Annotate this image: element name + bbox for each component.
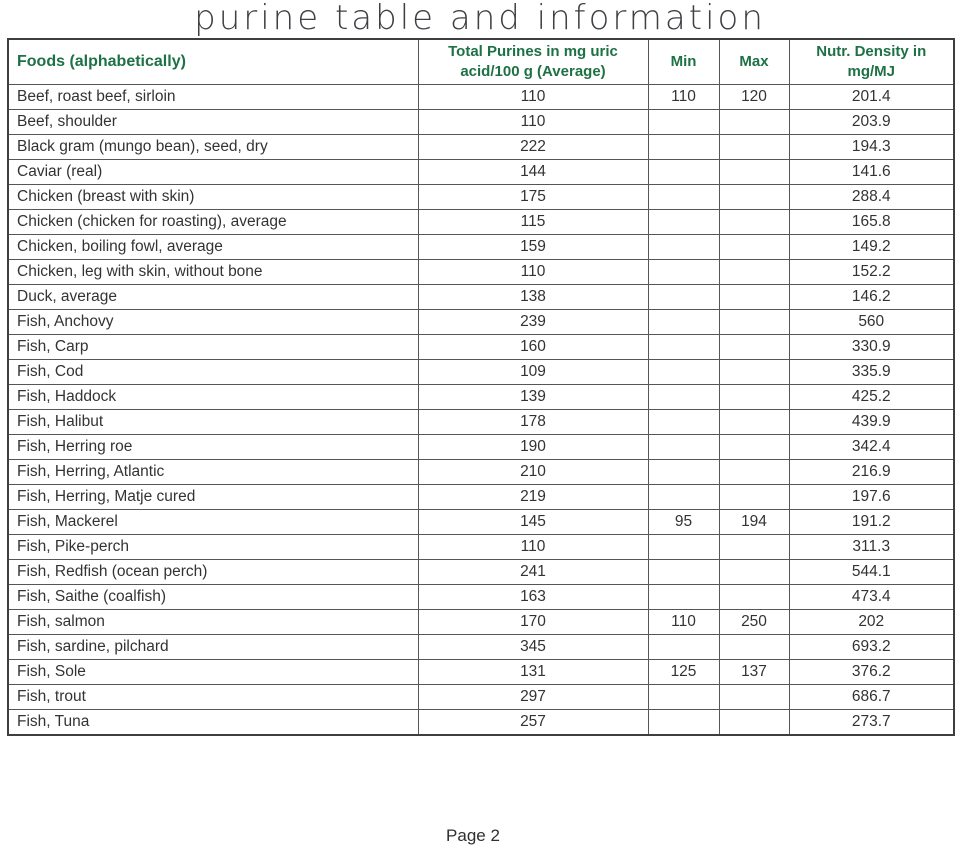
table-row: [8, 285, 954, 310]
avg-purines-cell: 241: [418, 560, 648, 585]
col-header-total-purines: Total Purines in mg uric acid/100 g (Average): [418, 39, 648, 85]
min-cell: [648, 710, 719, 735]
max-cell: [719, 460, 789, 485]
food-name-cell: Fish, Sole: [8, 660, 418, 685]
table-row: [8, 160, 954, 185]
nutr-density-cell: 473.4: [789, 585, 954, 610]
avg-purines-cell: 178: [418, 410, 648, 435]
table-row: [8, 360, 954, 385]
avg-purines-cell: 110: [418, 535, 648, 560]
min-cell: [648, 460, 719, 485]
nutr-density-cell: 141.6: [789, 160, 954, 185]
table-row: [8, 560, 954, 585]
table-row: [8, 710, 954, 735]
nutr-density-cell: 376.2: [789, 660, 954, 685]
min-cell: [648, 585, 719, 610]
table-row: [8, 535, 954, 560]
table-row: [8, 135, 954, 160]
avg-purines-cell: 110: [418, 260, 648, 285]
nutr-density-cell: 152.2: [789, 260, 954, 285]
food-name-cell: Beef, roast beef, sirloin: [8, 85, 418, 110]
table-row: [8, 485, 954, 510]
max-cell: [719, 560, 789, 585]
min-cell: [648, 410, 719, 435]
max-cell: 250: [719, 610, 789, 635]
max-cell: [719, 260, 789, 285]
avg-purines-cell: 219: [418, 485, 648, 510]
nutr-density-cell: 149.2: [789, 235, 954, 260]
table-row: [8, 260, 954, 285]
nutr-density-cell: 693.2: [789, 635, 954, 660]
table-row: [8, 235, 954, 260]
avg-purines-cell: 139: [418, 385, 648, 410]
nutr-density-cell: 202: [789, 610, 954, 635]
max-cell: [719, 210, 789, 235]
avg-purines-cell: 110: [418, 110, 648, 135]
max-cell: [719, 435, 789, 460]
max-cell: [719, 110, 789, 135]
max-cell: [719, 485, 789, 510]
max-cell: [719, 585, 789, 610]
max-cell: [719, 410, 789, 435]
avg-purines-cell: 239: [418, 310, 648, 335]
nutr-density-cell: 216.9: [789, 460, 954, 485]
max-cell: [719, 385, 789, 410]
avg-purines-cell: 257: [418, 710, 648, 735]
table-row: [8, 110, 954, 135]
food-name-cell: Fish, Carp: [8, 335, 418, 360]
max-cell: [719, 285, 789, 310]
avg-purines-cell: 145: [418, 510, 648, 535]
food-name-cell: Fish, Herring, Atlantic: [8, 460, 418, 485]
table-row: [8, 660, 954, 685]
avg-purines-cell: 210: [418, 460, 648, 485]
nutr-density-cell: 194.3: [789, 135, 954, 160]
max-cell: [719, 685, 789, 710]
table-header: [8, 39, 954, 85]
min-cell: [648, 435, 719, 460]
min-cell: [648, 535, 719, 560]
min-cell: 110: [648, 85, 719, 110]
nutr-density-cell: 544.1: [789, 560, 954, 585]
avg-purines-cell: 345: [418, 635, 648, 660]
purine-table: [7, 38, 955, 736]
nutr-density-cell: 197.6: [789, 485, 954, 510]
nutr-density-cell: 273.7: [789, 710, 954, 735]
food-name-cell: Fish, Saithe (coalfish): [8, 585, 418, 610]
food-name-cell: Fish, Tuna: [8, 710, 418, 735]
table-row: [8, 510, 954, 535]
min-cell: [648, 635, 719, 660]
min-cell: 95: [648, 510, 719, 535]
food-name-cell: Fish, Cod: [8, 360, 418, 385]
avg-purines-cell: 170: [418, 610, 648, 635]
food-name-cell: Chicken (breast with skin): [8, 185, 418, 210]
avg-purines-cell: 175: [418, 185, 648, 210]
avg-purines-cell: 297: [418, 685, 648, 710]
avg-purines-cell: 131: [418, 660, 648, 685]
max-cell: [719, 335, 789, 360]
min-cell: [648, 285, 719, 310]
table-row: [8, 85, 954, 110]
col-header-min: Min: [648, 39, 719, 85]
avg-purines-cell: 144: [418, 160, 648, 185]
nutr-density-cell: 203.9: [789, 110, 954, 135]
table-row: [8, 610, 954, 635]
min-cell: [648, 685, 719, 710]
max-cell: [719, 310, 789, 335]
table-row: [8, 310, 954, 335]
max-cell: [719, 235, 789, 260]
max-cell: [719, 160, 789, 185]
avg-purines-cell: 160: [418, 335, 648, 360]
table-row: [8, 185, 954, 210]
food-name-cell: Black gram (mungo bean), seed, dry: [8, 135, 418, 160]
col-header-foods: Foods (alphabetically): [8, 39, 418, 85]
table-row: [8, 335, 954, 360]
min-cell: [648, 310, 719, 335]
nutr-density-cell: 311.3: [789, 535, 954, 560]
food-name-cell: Fish, Herring roe: [8, 435, 418, 460]
food-name-cell: Fish, salmon: [8, 610, 418, 635]
food-name-cell: Fish, Herring, Matje cured: [8, 485, 418, 510]
min-cell: [648, 485, 719, 510]
nutr-density-cell: 425.2: [789, 385, 954, 410]
avg-purines-cell: 115: [418, 210, 648, 235]
nutr-density-cell: 335.9: [789, 360, 954, 385]
min-cell: [648, 385, 719, 410]
food-name-cell: Fish, Redfish (ocean perch): [8, 560, 418, 585]
table-row: [8, 635, 954, 660]
table-row: [8, 435, 954, 460]
max-cell: [719, 710, 789, 735]
food-name-cell: Fish, Halibut: [8, 410, 418, 435]
avg-purines-cell: 138: [418, 285, 648, 310]
food-name-cell: Chicken, leg with skin, without bone: [8, 260, 418, 285]
food-name-cell: Chicken (chicken for roasting), average: [8, 210, 418, 235]
avg-purines-cell: 109: [418, 360, 648, 385]
table-row: [8, 460, 954, 485]
min-cell: 110: [648, 610, 719, 635]
table-row: [8, 210, 954, 235]
max-cell: 120: [719, 85, 789, 110]
food-name-cell: Fish, Anchovy: [8, 310, 418, 335]
min-cell: [648, 260, 719, 285]
min-cell: [648, 560, 719, 585]
food-name-cell: Fish, trout: [8, 685, 418, 710]
header-row: [8, 39, 954, 85]
col-header-nutr-density: Nutr. Density in mg/MJ: [789, 39, 954, 85]
food-name-cell: Fish, Mackerel: [8, 510, 418, 535]
min-cell: [648, 185, 719, 210]
nutr-density-cell: 288.4: [789, 185, 954, 210]
nutr-density-cell: 146.2: [789, 285, 954, 310]
food-name-cell: Fish, sardine, pilchard: [8, 635, 418, 660]
col-header-max: Max: [719, 39, 789, 85]
min-cell: [648, 160, 719, 185]
nutr-density-cell: 330.9: [789, 335, 954, 360]
nutr-density-cell: 560: [789, 310, 954, 335]
page-title: purine table and information: [194, 0, 766, 38]
food-name-cell: Chicken, boiling fowl, average: [8, 235, 418, 260]
nutr-density-cell: 201.4: [789, 85, 954, 110]
table-body: [8, 85, 954, 735]
min-cell: [648, 335, 719, 360]
food-name-cell: Duck, average: [8, 285, 418, 310]
food-name-cell: Caviar (real): [8, 160, 418, 185]
nutr-density-cell: 439.9: [789, 410, 954, 435]
avg-purines-cell: 190: [418, 435, 648, 460]
max-cell: 137: [719, 660, 789, 685]
max-cell: [719, 535, 789, 560]
min-cell: [648, 235, 719, 260]
min-cell: [648, 110, 719, 135]
avg-purines-cell: 159: [418, 235, 648, 260]
nutr-density-cell: 165.8: [789, 210, 954, 235]
nutr-density-cell: 342.4: [789, 435, 954, 460]
min-cell: [648, 135, 719, 160]
nutr-density-cell: 191.2: [789, 510, 954, 535]
min-cell: [648, 360, 719, 385]
min-cell: [648, 210, 719, 235]
page-number: Page 2: [446, 826, 500, 845]
max-cell: [719, 360, 789, 385]
food-name-cell: Fish, Haddock: [8, 385, 418, 410]
min-cell: 125: [648, 660, 719, 685]
avg-purines-cell: 222: [418, 135, 648, 160]
max-cell: [719, 135, 789, 160]
max-cell: [719, 635, 789, 660]
nutr-density-cell: 686.7: [789, 685, 954, 710]
avg-purines-cell: 163: [418, 585, 648, 610]
table-row: [8, 585, 954, 610]
avg-purines-cell: 110: [418, 85, 648, 110]
max-cell: 194: [719, 510, 789, 535]
table-row: [8, 410, 954, 435]
table-row: [8, 385, 954, 410]
food-name-cell: Fish, Pike-perch: [8, 535, 418, 560]
table-row: [8, 685, 954, 710]
max-cell: [719, 185, 789, 210]
food-name-cell: Beef, shoulder: [8, 110, 418, 135]
